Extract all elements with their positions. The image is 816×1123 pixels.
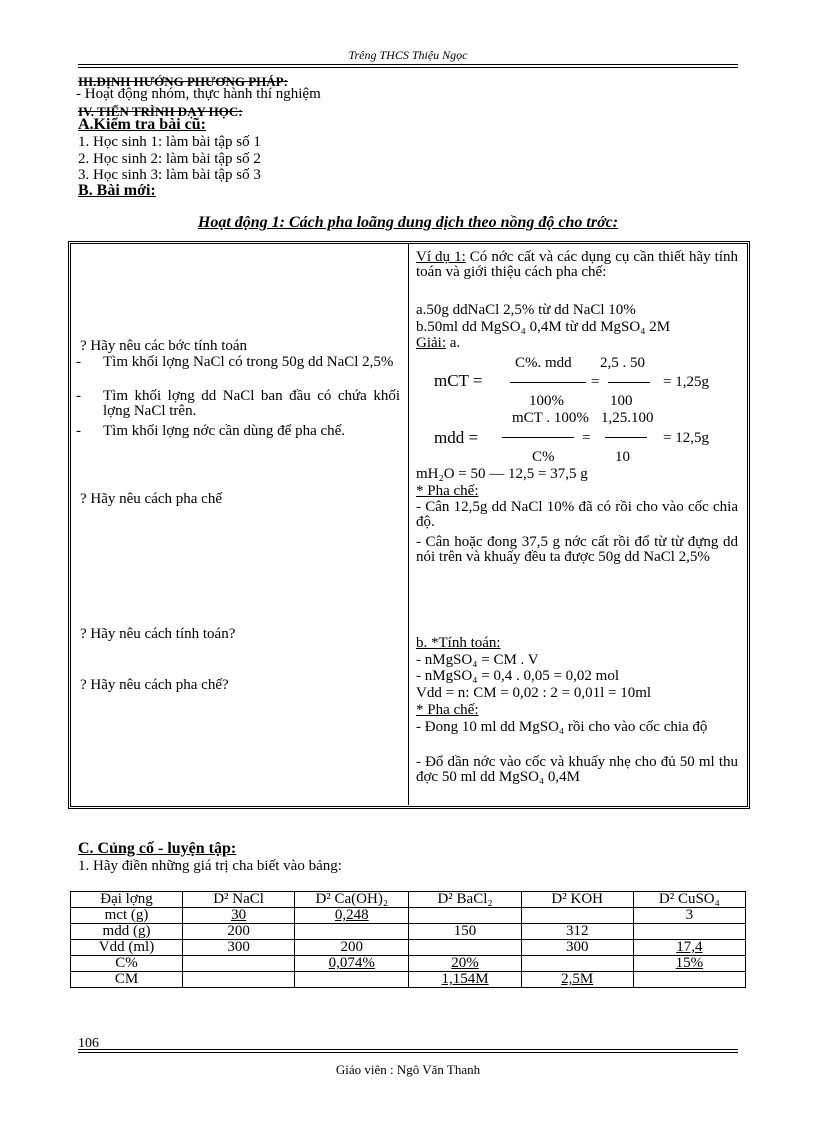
formula-2-fraction-bar-2 — [605, 437, 647, 438]
table-row — [71, 940, 746, 956]
left-bullet-3: - Tìm khối lợng nớc cần dùng để pha chế. — [80, 424, 400, 439]
left-bullet-2-text: Tìm khối lợng dd NaCl ban đầu có chứa khối lợng NaCl trên. — [103, 388, 400, 419]
section-b-title: B. Bài mới: — [78, 182, 156, 199]
table-cell — [183, 972, 295, 988]
example-1-text: Có nớc cất và các dụng cụ cần thiết hãy tính toán và giới thiệu cách pha chế: — [416, 249, 738, 280]
left-question-2: ? Hãy nêu cách pha chế — [80, 491, 223, 507]
table-cell — [633, 972, 745, 988]
table-header-cell: D² NaCl — [183, 892, 295, 908]
values-table — [70, 891, 746, 988]
example-part-b: b.50ml dd MgSO₄ 0,4M từ dd MgSO₄ 2M — [416, 319, 671, 335]
preparation-a-step-2: - Cân hoặc đong 37,5 g nớc cất rồi đổ từ từ đựng dd nói trên và khuấy đều ta được 50g dd NaCl 2,5% — [416, 534, 738, 565]
table-cell: 300 — [183, 940, 295, 956]
section-a-item-3: 3. Học sinh 3: làm bài tập số 3 — [78, 167, 261, 183]
section-3-title: III.ĐỊNH HƯỚNG PHƯƠNG PHÁP: — [78, 74, 288, 89]
part-b-calc-label: b. *Tính toán: — [416, 635, 501, 651]
left-question-3: ? Hãy nêu cách tính toán? — [80, 626, 236, 642]
table-cell: 300 — [521, 940, 633, 956]
table-cell: CM — [71, 972, 183, 988]
formula-2-equals: = — [582, 430, 591, 446]
formula-1-fraction-bar-2 — [608, 382, 650, 383]
section-a-item-1: 1. Học sinh 1: làm bài tập số 1 — [78, 134, 261, 150]
table-header-cell: Đại lợng — [71, 892, 183, 908]
preparation-b-step-1: - Đong 10 ml dd MgSO₄ rồi cho vào cốc chia độ — [416, 719, 708, 735]
table-row — [71, 956, 746, 972]
left-question-1: ? Hãy nêu các bớc tính toán — [80, 338, 248, 354]
table-cell: 17,4 — [633, 940, 745, 956]
formula-2-denominator-2: 10 — [615, 449, 630, 465]
left-bullet-3-text: Tìm khối lợng nớc cần dùng để pha chế. — [103, 423, 346, 439]
formula-1-result: = 1,25g — [663, 374, 709, 390]
table-header-cell: D² KOH — [521, 892, 633, 908]
table-cell — [521, 956, 633, 972]
table-cell: 15% — [633, 956, 745, 972]
table-row — [71, 908, 746, 924]
table-cell: 2,5M — [521, 972, 633, 988]
footer-teacher: Giáo viên : Ngô Văn Thanh — [335, 1062, 481, 1077]
table-cell: 200 — [295, 940, 409, 956]
table-cell: 3 — [633, 908, 745, 924]
table-header-row — [71, 892, 746, 908]
table-cell — [295, 924, 409, 940]
left-bullet-1: - Tìm khối lợng NaCl có trong 50g dd NaCl 2,5% — [80, 355, 400, 370]
formula-1-denominator-1: 100% — [529, 393, 564, 409]
preparation-a-step-1: - Cân 12,5g dd NaCl 10% đã có rồi cho vào cốc chia độ. — [416, 499, 738, 530]
formula-2-numerator-2: 1,25.100 — [601, 410, 654, 426]
formula-2-numerator-1: mCT . 100% — [512, 410, 589, 426]
preparation-b-label: * Pha chế: — [416, 702, 479, 718]
formula-1-denominator-2: 100 — [610, 393, 633, 409]
footer-rule-2 — [78, 1052, 738, 1053]
left-question-4: ? Hãy nêu cách pha chế? — [80, 677, 229, 693]
table-cell: 20% — [409, 956, 521, 972]
formula-2-result: = 12,5g — [663, 430, 709, 446]
table-header-cell: D² CuSO₄ — [633, 892, 745, 908]
table-cell — [183, 956, 295, 972]
table-cell: 30 — [183, 908, 295, 924]
table-cell — [633, 924, 745, 940]
table-header-cell: D² BaCl₂ — [409, 892, 521, 908]
activity-table-divider — [408, 243, 409, 805]
table-cell: 312 — [521, 924, 633, 940]
table-cell: C% — [71, 956, 183, 972]
table-cell: 0,248 — [295, 908, 409, 924]
formula-1-numerator-2: 2,5 . 50 — [600, 355, 645, 371]
table-cell — [295, 972, 409, 988]
example-part-a: a.50g ddNaCl 2,5% từ dd NaCl 10% — [416, 302, 636, 318]
example-1-label: Ví dụ 1: — [416, 249, 466, 265]
table-cell: 150 — [409, 924, 521, 940]
page-header-school: Trêng THCS Thiệu Ngọc — [348, 48, 468, 62]
table-cell: mdd (g) — [71, 924, 183, 940]
table-cell: mct (g) — [71, 908, 183, 924]
formula-2-fraction-bar-1 — [502, 437, 574, 438]
table-cell — [521, 908, 633, 924]
table-row — [71, 972, 746, 988]
part-b-calc-1: - nMgSO₄ = CM . V — [416, 652, 539, 668]
section-3-content: - Hoạt động nhóm, thực hành thí nghiệm — [76, 86, 321, 102]
section-a-title: A.Kiểm tra bài cũ: — [78, 116, 206, 133]
header-rule — [78, 64, 738, 65]
section-c-item-1: 1. Hãy điền những giá trị cha biết vào bảng: — [78, 858, 342, 874]
example-1 — [416, 250, 738, 280]
formula-1-fraction-bar-1 — [510, 382, 586, 383]
table-row — [71, 924, 746, 940]
table-cell: Vdd (ml) — [71, 940, 183, 956]
part-b-calc-3: Vdd = n: CM = 0,02 : 2 = 0,01l = 10ml — [416, 685, 652, 701]
footer-rule — [78, 1049, 738, 1050]
formula-2-lhs: mdd = — [434, 428, 479, 447]
table-cell — [409, 940, 521, 956]
table-cell: 200 — [183, 924, 295, 940]
table-cell — [409, 908, 521, 924]
page-number: 106 — [78, 1036, 99, 1051]
water-calculation: mH₂O = 50 — 12,5 = 37,5 g — [416, 466, 588, 482]
left-bullet-1-text: Tìm khối lợng NaCl có trong 50g dd NaCl 2,5% — [103, 354, 394, 370]
part-b-calc-2: - nMgSO₄ = 0,4 . 0,05 = 0,02 mol — [416, 668, 619, 684]
formula-1-numerator-1: C%. mdd — [515, 355, 572, 371]
formula-1-lhs: mCT = — [434, 371, 483, 390]
section-4-title: IV. TIẾN TRÌNH DẠY HỌC: — [78, 104, 243, 119]
section-c-title: C. Củng cố - luyện tập: — [78, 840, 237, 857]
solution-part-a: a. — [446, 335, 461, 351]
header-rule-2 — [78, 67, 738, 68]
section-a-item-2: 2. Học sinh 2: làm bài tập số 2 — [78, 151, 261, 167]
table-cell: 1,154M — [409, 972, 521, 988]
left-bullet-2: - Tìm khối lợng dd NaCl ban đầu có chứa khối lợng NaCl trên. — [76, 388, 400, 419]
activity-1-title: Hoạt động 1: Cách pha loãng dung dịch theo nồng độ cho trớc: — [197, 214, 619, 231]
table-header-cell: D² Ca(OH)₂ — [295, 892, 409, 908]
table-cell: 0,074% — [295, 956, 409, 972]
preparation-b-step-2: - Đổ dần nớc vào cốc và khuấy nhẹ cho đủ 50 ml thu đợc 50 ml dd MgSO₄ 0,4M — [416, 754, 738, 785]
solution-label: Giải: — [416, 335, 446, 351]
preparation-a-label: * Pha chế: — [416, 483, 479, 499]
formula-2-denominator-1: C% — [532, 449, 555, 465]
formula-1-equals: = — [591, 374, 600, 390]
solution-heading — [416, 336, 460, 351]
